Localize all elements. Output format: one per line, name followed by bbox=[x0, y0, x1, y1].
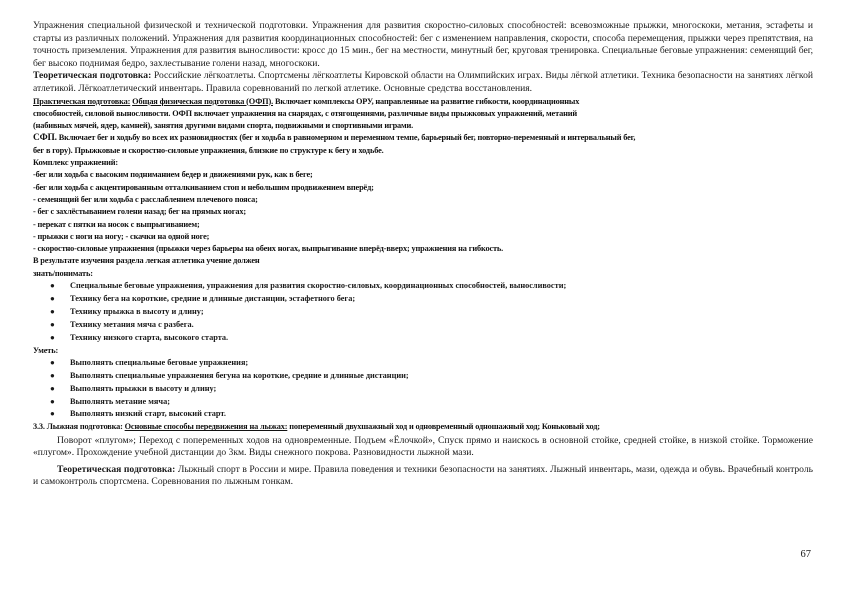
bullet-icon: ● bbox=[50, 383, 55, 393]
theory-athletics-paragraph bbox=[33, 70, 813, 95]
list-item: ● Специальные беговые упражнения, упражнения для развития скоростно-силовых, координационных способностей, выносливости; bbox=[33, 280, 813, 293]
bullet-icon: ● bbox=[50, 293, 55, 303]
list-item: ● Технику бега на короткие, средние и длинные дистанции, эстафетного бега; bbox=[33, 293, 813, 306]
complex-item: -бег или ходьба с акцентированным отталкиванием стоп и небольшим продвижением вперёд; bbox=[33, 182, 374, 192]
theory-athletics-label: Теоретическая подготовка: bbox=[33, 70, 152, 82]
complex-item: - скоростно-силовые упражнения (прыжки через барьеры на обеих ногах, выпрыгивание вперёд-вверх; упражнения на гибкость. bbox=[33, 244, 504, 254]
ski-theory-paragraph bbox=[33, 464, 813, 489]
bullet-icon: ● bbox=[50, 332, 55, 342]
bullet-icon: ● bbox=[50, 319, 55, 329]
sfp-line-1-text: Включает бег и ходьбу во всех их разновидностях (бег и ходьба в равномерном и переменном темпе, барьерный бег, повторно-переменный и интервальный бег, bbox=[56, 133, 636, 143]
practical-line-1-text: Включает комплексы ОРУ, направленные на развитие гибкости, координационных bbox=[273, 96, 580, 106]
ski-theory-label: Теоретическая подготовка: bbox=[57, 463, 176, 475]
complex-item: - перекат с пятки на носок с выпрыгиванием; bbox=[33, 219, 200, 229]
list-item: ● Выполнять низкий старт, высокий старт. bbox=[33, 408, 813, 421]
complex-item: - прыжки с ноги на ногу; - скачки на одной ноге; bbox=[33, 231, 210, 241]
results-intro: В результате изучения раздела легкая атлетика учение должен bbox=[33, 256, 260, 266]
ofp-label: Общая физическая подготовка (ОФП). bbox=[132, 96, 274, 106]
bullet-icon: ● bbox=[50, 306, 55, 316]
list-item: ● Выполнять специальные упражнения бегуна на короткие, средние и длинные дистанции; bbox=[33, 370, 813, 383]
bullet-icon: ● bbox=[50, 281, 55, 291]
know-label: знать/понимать: bbox=[33, 268, 93, 278]
sfp-line-2: бег в гору). Прыжковые и скоростно-силовые упражнения, близкие по структуре к бегу и ходьбе. bbox=[33, 145, 384, 155]
ski-paragraph: Поворот «плугом»; Переход с попеременных ходов на одновременные. Подъем «Ёлочкой», Спуск прямо и наискось в основной стойке, средней стойке, в низкой стойке. Торможение «плугом». Прохождение учебной дистанции до 3км. Виды снежного покрова. Разновидности лыжной мази. bbox=[33, 434, 813, 459]
practical-line-3: (набивных мячей, ядер, камней), занятия другими видами спорта, подвижными и спортивными играми. bbox=[33, 121, 414, 131]
practical-label: Практическая подготовка: bbox=[33, 96, 131, 106]
know-list bbox=[33, 280, 813, 345]
sfp-label: СФП. bbox=[33, 133, 57, 144]
theory-athletics-text: Российские лёгкоатлеты. Спортсмены лёгкоатлеты Кировской области на Олимпийских играх. Виды лёгкой атлетики. Техника безопасности на занятиях лёгкой атлетикой. Лёгкоатлетический инвентарь. Правила соревнований по легкой атлетике. Основные средства восстановления. bbox=[33, 70, 814, 94]
practical-line-2: способностей, силовой выносливости. ОФП включает упражнения на снарядах, с отягощениями, различные виды прыжковых упражнений, метаний bbox=[33, 108, 578, 118]
list-item: ● Технику прыжка в высоту и длину; bbox=[33, 306, 813, 319]
ski-section-label: 3.3. Лыжная подготовка: bbox=[33, 422, 123, 432]
list-item: ● Технику метания мяча с разбега. bbox=[33, 319, 813, 332]
list-item: ● Технику низкого старта, высокого старта. bbox=[33, 332, 813, 345]
sfp-line-1 bbox=[33, 132, 813, 144]
ski-methods-label: Основные способы передвижения на лыжах: bbox=[124, 422, 288, 432]
can-label: Уметь: bbox=[33, 345, 59, 355]
complex-item: - бег с захлёстыванием голени назад; бег на прямых ногах; bbox=[33, 207, 246, 217]
ski-section-heading bbox=[33, 421, 813, 433]
ski-theory-text: Лыжный спорт в России и мире. Правила поведения и техники безопасности на занятиях. Лыжный инвентарь, мази, одежда и обувь. Врачебный контроль и самоконтроль спортсмена. Соревнования по лыжным гонкам. bbox=[33, 463, 814, 488]
complex-title: Комплекс упражнений: bbox=[33, 158, 118, 168]
bullet-icon: ● bbox=[50, 370, 55, 380]
practical-line-1 bbox=[33, 96, 813, 108]
bullet-icon: ● bbox=[50, 409, 55, 419]
ski-methods-text: попеременный двухшажный ход и одновременный одношажный ход; Коньковый ход; bbox=[287, 422, 600, 432]
list-item: ● Выполнять прыжки в высоту и длину; bbox=[33, 383, 813, 396]
list-item: ● Выполнять специальные беговые упражнения; bbox=[33, 357, 813, 370]
intro-paragraph: Упражнения специальной физической и технической подготовки. Упражнения для развития скоростно-силовых способностей: всевозможные прыжки, многоскоки, метания, эстафеты и старты из различных положений. Упражнения для развития координационных способностей: бег с изменением направления, скорости, способа перемещения, прыжки через препятствия, на точность приземления. Упражнения для развития выносливости: кросс до 15 мин., бег на местности, минутный бег, круговая тренировка. Специальные беговые упражнения: семенящий бег, бег высоко поднимая бедро, захлестывание голени назад, многоскоки. bbox=[33, 20, 813, 69]
page-number: 67 bbox=[800, 549, 811, 560]
can-list bbox=[33, 357, 813, 422]
bullet-icon: ● bbox=[50, 396, 55, 406]
bullet-icon: ● bbox=[50, 357, 55, 367]
document-page bbox=[33, 20, 813, 489]
list-item: ● Выполнять метание мяча; bbox=[33, 396, 813, 409]
complex-item: - семенящий бег или ходьба с расслаблением плечевого пояса; bbox=[33, 194, 258, 204]
complex-item: -бег или ходьба с высоким подниманием бедер и движениями рук, как в беге; bbox=[33, 170, 313, 180]
